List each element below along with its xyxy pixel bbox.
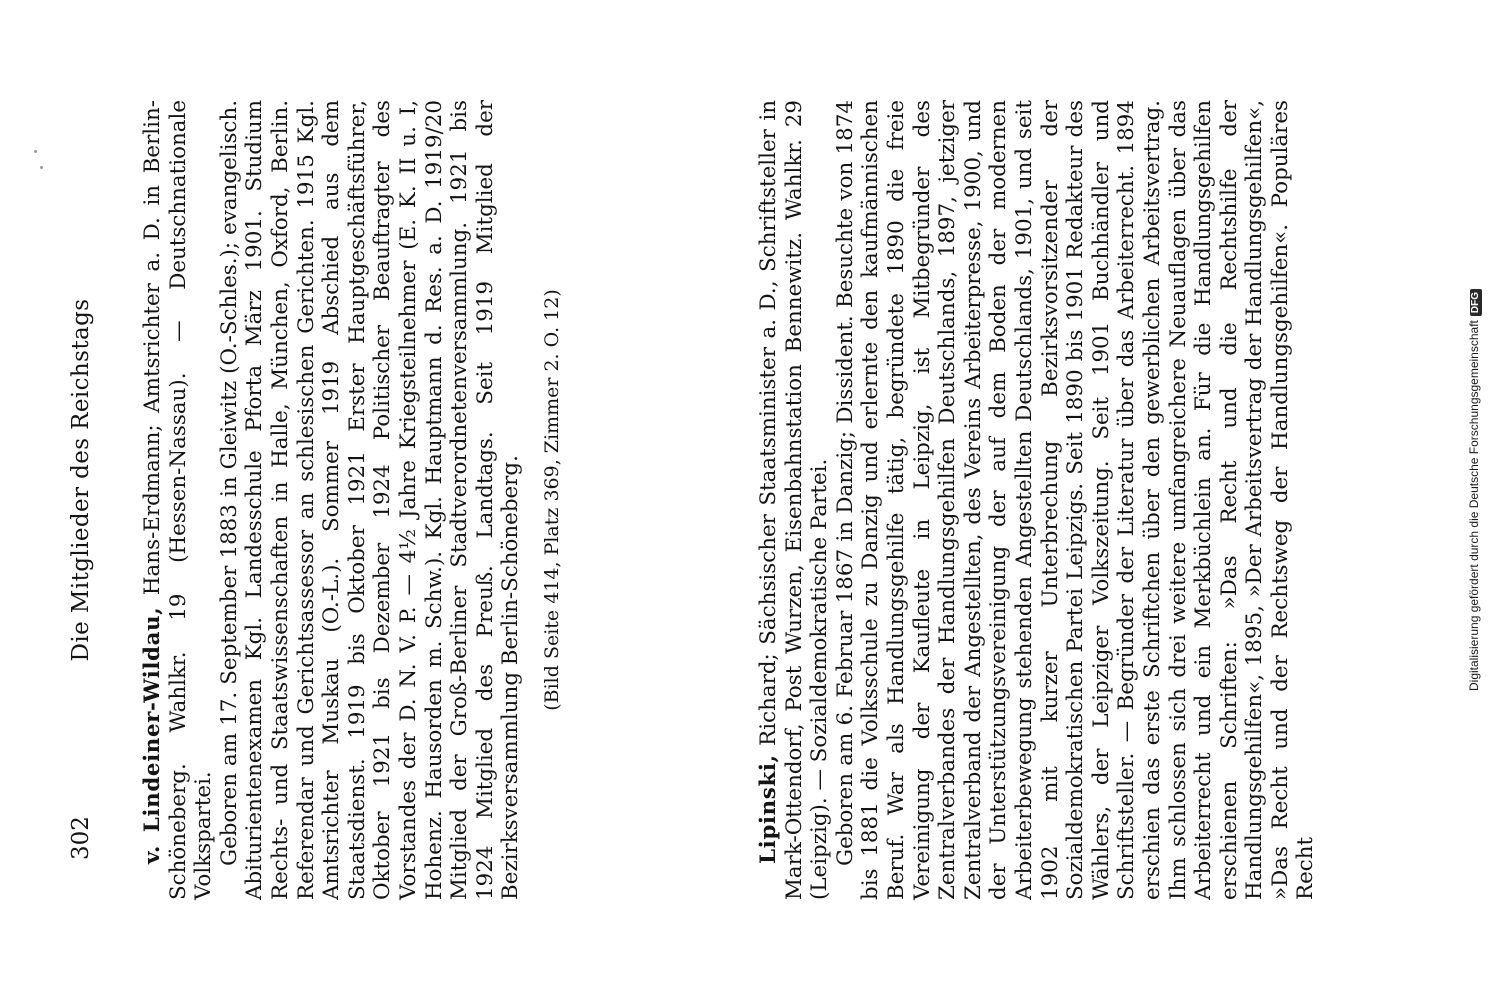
- member-intro: Hans-Erdmann; Amtsrichter a. D. in Berlin-Schöneberg. Wahlkr. 19 (Hessen-Nassau). — Deutschnationale Volkspartei.: [140, 100, 217, 900]
- entry-heading: [756, 100, 833, 900]
- digitization-credit: [1466, 20, 1482, 960]
- photo-reference: (Bild Seite 414, Platz 369, Zimmer 2. O. 12): [540, 289, 563, 711]
- member-biography: Geboren am 6. Februar 1867 in Danzig; Dissident. Besuchte von 1874 bis 1881 die Volksschule zu Danzig und erlernte den kaufmännischen Beruf. War als Handlungsgehilfe tätig, begründete 1890 die freie Vereinigung der Kaufleute in Leipzig, ist Mitbegründer des Zentralverbandes der Handlungsgehilfen Deutschlands, 1897, jetziger Zentralverband der Angestellten, des Vereins Arbeiterpresse, 1900, und der Unterstützungsvereinigung der auf dem Boden der modernen Arbeiterbewegung stehenden Angestellten Deutschlands, 1901, und seit 1902 mit kurzer Unterbrechung Bezirksvorsitzender der Sozialdemokratischen Partei Leipzigs. Seit 1890 bis 1901 Redakteur des Wählers, der Leipziger Volkszeitung. Seit 1901 Buchhändler und Schriftsteller. — Begründer der Literatur über das Arbeiterrecht. 1894 erschien das erste Schriftchen über den gewerblichen Arbeitsvertrag. Ihm schlossen sich drei weitere umfangreichere Neuauflagen über das Arbeiterrecht und ein Merkbüchlein an. Für die Handlungsgehilfen erschienen Schriften: »Das Recht und die Rechtshilfe der Handlungsgehilfen«, 1895, »Der Arbeitsvertrag der Handlungsgehilfen«, »Das Recht und der Rechtsweg der Handlungsgehilfen«. Populäres Recht: [832, 100, 1319, 900]
- entry-heading: [140, 100, 217, 900]
- member-intro: Richard; Sächsischer Staatsminister a. D., Schriftsteller in Mark-Ottendorf, Post Wurzen, Eisenbahnstation Bennewitz. Wahlkr. 29 (Leipzig). — Sozialdemokratische Partei.: [756, 100, 833, 900]
- credit-text: Digitalisierung gefördert durch die Deutsche Forschungsgemeinschaft: [1467, 320, 1481, 691]
- page-header: [66, 100, 100, 860]
- member-name: Lipinski,: [756, 754, 781, 864]
- member-name: v. Lindeiner-Wildau,: [140, 606, 165, 864]
- dfg-logo: DFG: [1470, 289, 1482, 316]
- biography-entry-lipinski: [756, 100, 1319, 900]
- member-biography: Geboren am 17. September 1883 in Gleiwitz (O.-Schles.); evangelisch. Abiturientenexamen Kgl. Landesschule Pforta März 1901. Studium Rechts- und Staatswissenschaften in Halle, München, Oxford, Berlin. Referendar und Gerichtsassessor an schlesischen Gerichten. 1915 Kgl. Amtsrichter Muskau (O.-L.). Sommer 1919 Abschied aus dem Staatsdienst. 1919 bis Oktober 1921 Erster Hauptgeschäftsführer, Oktober 1921 bis Dezember 1924 Politischer Beauftragter des Vorstandes der D. N. V. P. — 4½ Jahre Kriegsteilnehmer (E. K. II u. I, Hohenz. Hausorden m. Schw.). Kgl. Hauptmann d. Res. a. D. 1919/20 Mitglied der Groß-Berliner Stadtverordnetenversammlung. 1921 bis 1924 Mitglied des Preuß. Landtags. Seit 1919 Mitglied der Bezirksversammlung Berlin-Schöneberg.: [216, 100, 524, 900]
- running-head: Die Mitglieder des Reichstags: [68, 298, 94, 662]
- biography-entry-lindeiner: [140, 100, 564, 900]
- page-number: 302: [68, 816, 94, 860]
